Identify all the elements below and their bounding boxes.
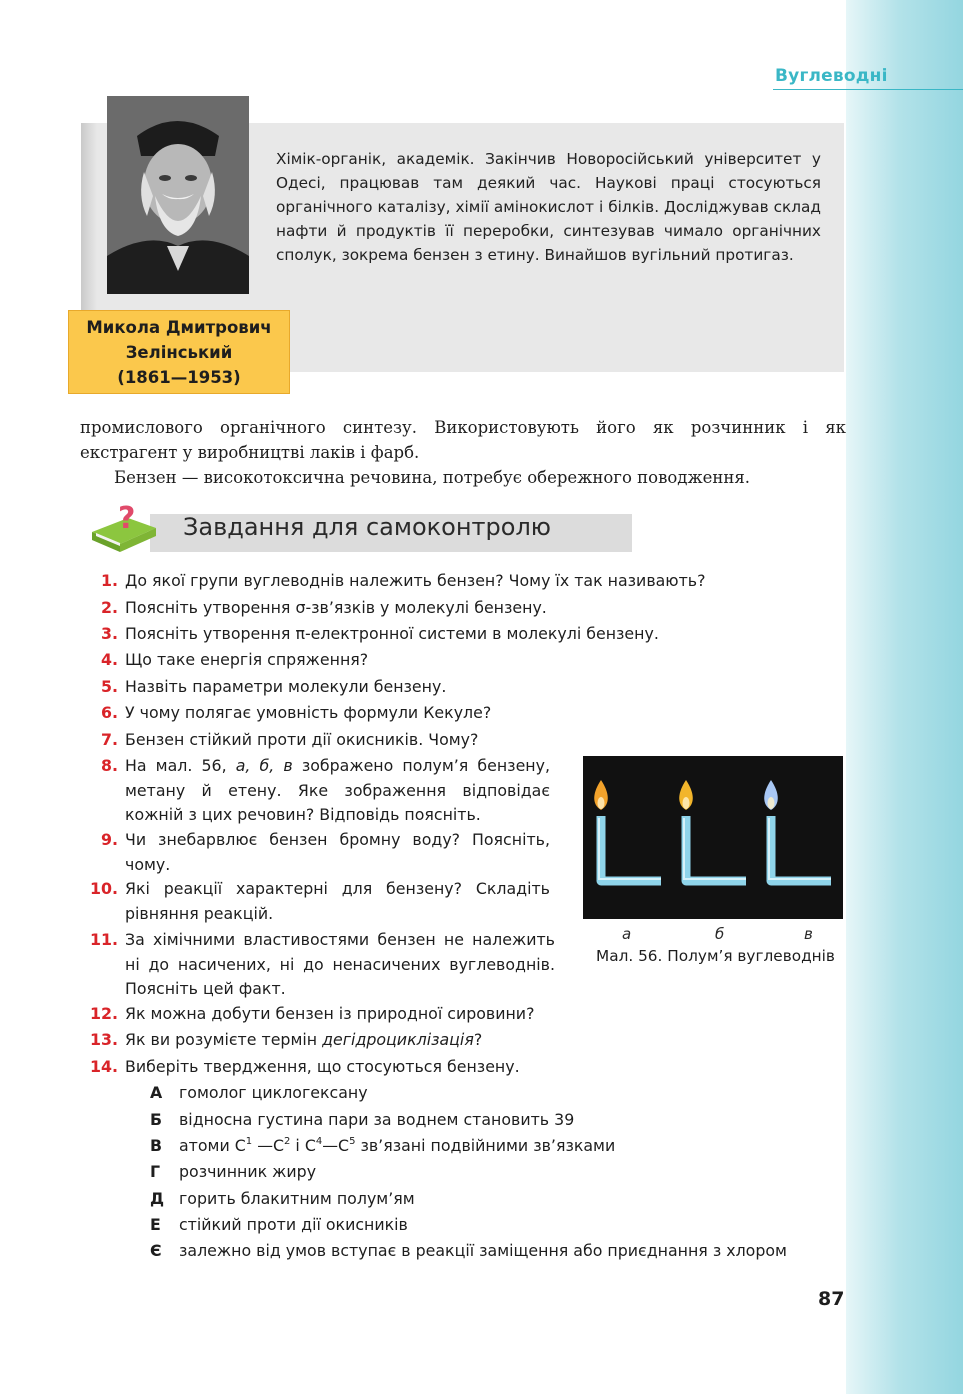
question-text: Назвіть параметри молекули бензену. [125, 677, 447, 696]
portrait-illustration [107, 96, 249, 294]
question-number: 14. [90, 1057, 118, 1076]
pi-symbol: π [295, 624, 305, 643]
question-text: Які реакції характерні для бензену? Складіть рівняння реакцій. [125, 879, 550, 923]
question-text: Поясніть утворення σ-зв’язків у молекулі бензену. [125, 598, 547, 617]
question-text: У чому полягає умовність формули Кекуле? [125, 703, 492, 722]
option-text: атоми $C^1$ $—C^2$ і $C^4—C^5$ зв’язані подвійними зв’язками [179, 1136, 616, 1155]
figure-labels-reference: а, б, в [235, 756, 293, 775]
scientist-first-name: Микола Дмитрович [86, 317, 272, 337]
body-paragraph-2: Бензен — високотоксична речовина, потребує обережного поводження. [114, 468, 751, 487]
question-number: 7. [101, 730, 118, 749]
figure-label-c: в [804, 925, 813, 943]
svg-text:?: ? [118, 501, 136, 536]
option-text: гомолог циклогексану [179, 1083, 368, 1102]
question-text: Бензен стійкий проти дії окисників. Чому? [125, 730, 479, 749]
question-book-icon [88, 498, 160, 558]
scientist-name-card [68, 310, 290, 394]
flame-core [598, 797, 605, 809]
burner-c [764, 780, 831, 881]
page-number: 87 [818, 1288, 845, 1310]
burner-a [594, 780, 661, 881]
figure-label-a: а [622, 925, 632, 943]
tube-highlight [769, 818, 831, 879]
burner-tube [771, 816, 831, 881]
question-number: 8. [101, 756, 118, 775]
body-paragraph-1: промислового органічного синтезу. Використовують його як розчинник і як екстрагент у виробництві лаків і фарб. [80, 418, 846, 462]
question-number: 1. [101, 571, 118, 590]
question-text: Як ви розумієте термін дегідроциклізація? [125, 1030, 483, 1049]
biography-text: Хімік-органік, академік. Закінчив Новоросійський університет у Одесі, працював там деякий час. Наукові праці стосуються органічного каталізу, хімії амінокислот і білків. Досліджував склад нафти й продуктів її переробки, синтезував чимало органічних сполук, зокрема бензен з етину. Винайшов вугільний протигаз. [276, 150, 821, 264]
flame-figure [583, 756, 843, 919]
option-letter: А [150, 1083, 163, 1102]
burner-b [679, 780, 746, 881]
question-number: 13. [90, 1030, 118, 1049]
question-text: На мал. 56, а, б, в зображено полум’я бензену, метану й етену. Яке зображення відповідає кожній з цих речовин? Відповідь поясніть. [125, 756, 550, 824]
option-text: розчинник жиру [179, 1162, 317, 1181]
figure-label-b: б [715, 925, 725, 943]
scientist-surname: Зелінський [125, 342, 233, 362]
option-letter: Б [150, 1110, 163, 1129]
scientist-years: (1861—1953) [117, 367, 241, 387]
portrait-photo [107, 96, 249, 294]
question-number: 10. [90, 879, 118, 898]
question-text: За хімічними властивостями бензен не належить ні до насичених, ні до ненасичених вуглеводнів. Поясніть цей факт. [125, 930, 555, 998]
option-letter: В [150, 1136, 163, 1155]
question-number: 11. [90, 930, 118, 949]
tube-highlight [599, 818, 661, 879]
question-text: Поясніть утворення π-електронної системи в молекулі бензену. [125, 624, 659, 643]
question-text: Як можна добути бензен із природної сировини? [125, 1004, 535, 1023]
question-number: 5. [101, 677, 118, 696]
option-text: залежно від умов вступає в реакції заміщення або приєднання з хлором [179, 1241, 787, 1260]
side-color-strip [846, 0, 963, 1394]
question-number: 9. [101, 830, 118, 849]
option-text: відносна густина пари за воднем становить 39 [179, 1110, 575, 1129]
option-letter: Д [150, 1189, 165, 1208]
burner-tube [601, 816, 661, 881]
question-text: До якої групи вуглеводнів належить бензен? Чому їх так називають? [125, 571, 706, 590]
figure-caption: Мал. 56. Полум’я вуглеводнів [596, 947, 835, 965]
flame-core [683, 797, 690, 809]
question-number: 3. [101, 624, 118, 643]
question-number: 12. [90, 1004, 118, 1023]
option-text: горить блакитним полум’ям [179, 1189, 415, 1208]
running-title-rule [773, 89, 963, 90]
term-emphasis: дегідроциклізація [322, 1030, 474, 1049]
question-number: 2. [101, 598, 118, 617]
question-number: 4. [101, 650, 118, 669]
flame-illustration [583, 756, 843, 919]
option-letter: Є [150, 1241, 162, 1260]
question-text: Чи знебарвлює бензен бромну воду? Поясніть, чому. [125, 830, 550, 874]
section-title: Завдання для самоконтролю [183, 513, 551, 541]
question-text: Виберіть твердження, що стосуються бензену. [125, 1057, 520, 1076]
question-number: 6. [101, 703, 118, 722]
tube-highlight [684, 818, 746, 879]
running-title: Вуглеводні [775, 66, 888, 86]
option-letter: Е [150, 1215, 161, 1234]
flame-core [768, 797, 775, 809]
option-text: стійкий проти дії окисників [179, 1215, 408, 1234]
question-text: Що таке енергія спряження? [125, 650, 369, 669]
sigma-symbol: σ [295, 598, 306, 617]
burner-tube [686, 816, 746, 881]
option-letter: Г [150, 1162, 161, 1181]
